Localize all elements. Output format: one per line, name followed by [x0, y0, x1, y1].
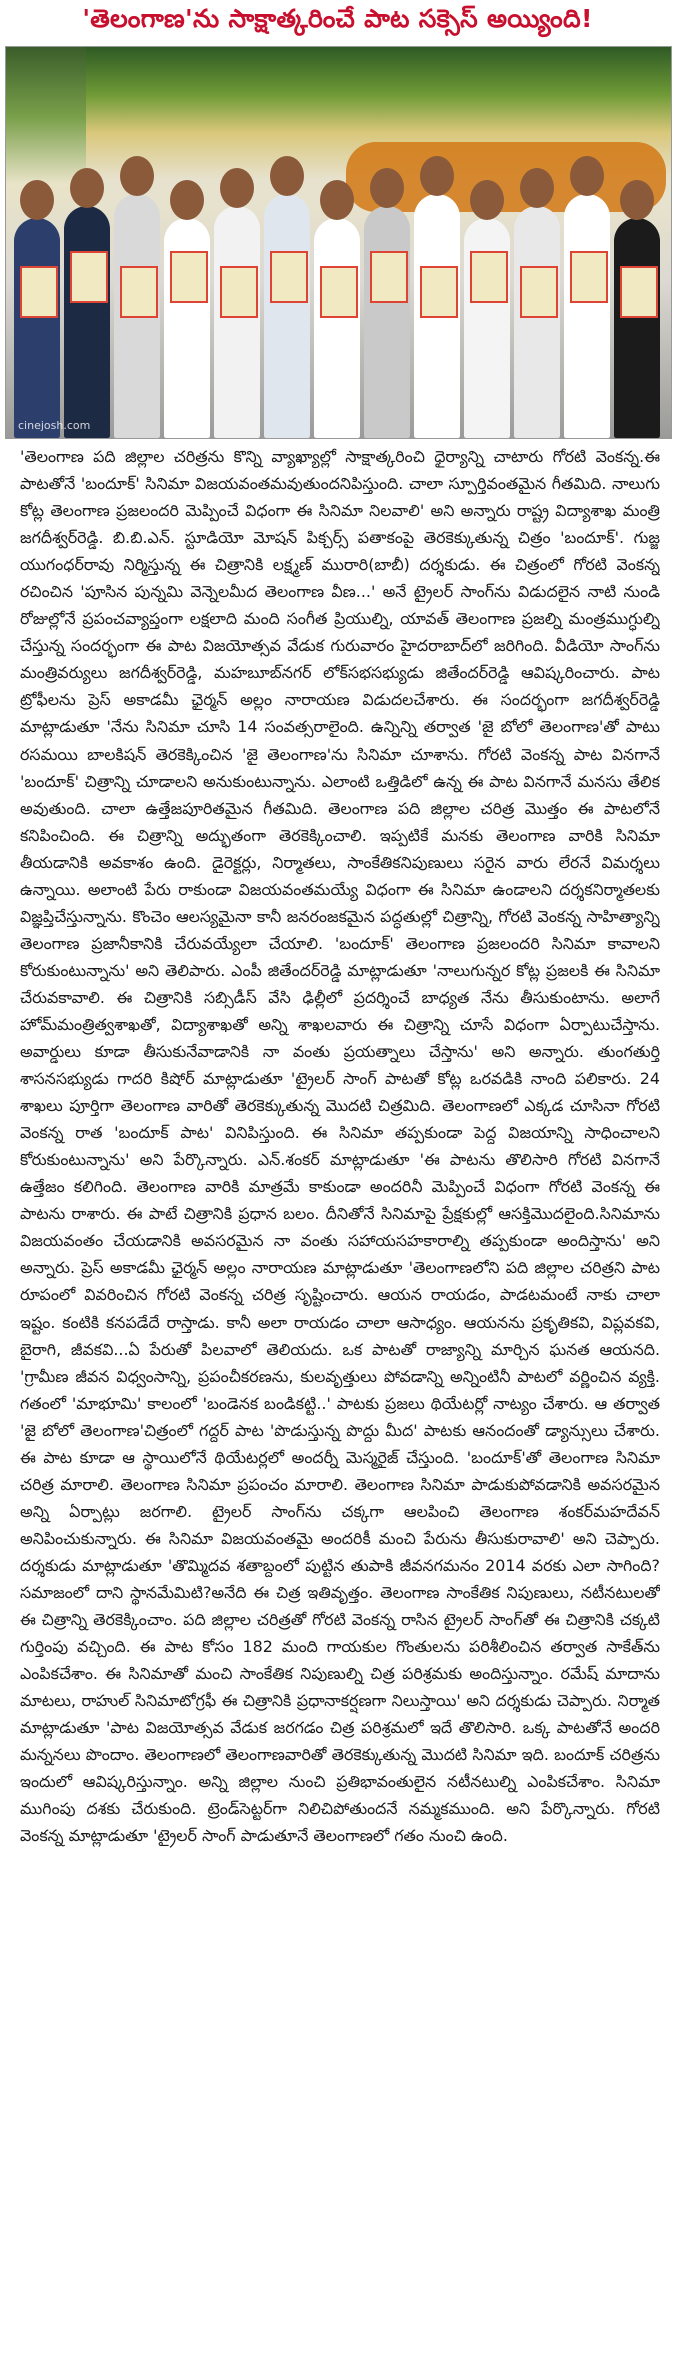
guest-figure — [314, 218, 360, 438]
guest-head — [270, 156, 304, 196]
guest-figure — [264, 194, 310, 438]
event-photo — [5, 46, 672, 439]
cd-poster — [620, 266, 658, 318]
guest-head — [220, 168, 254, 208]
cd-poster — [370, 251, 408, 303]
guest-figure — [514, 206, 560, 438]
cd-poster — [570, 251, 608, 303]
guest-head — [620, 180, 654, 220]
headline: 'తెలంగాణ'ను సాక్షాత్కరించే పాట సక్సెస్ అయ్యింది! — [82, 4, 593, 33]
guest-head — [170, 180, 204, 220]
guest-figure — [214, 206, 260, 438]
cd-poster — [220, 266, 258, 318]
cd-poster — [120, 266, 158, 318]
guest-head — [420, 156, 454, 196]
cd-poster — [420, 266, 458, 318]
guest-figure — [614, 218, 660, 438]
guest-figure — [14, 218, 60, 438]
cd-poster — [20, 266, 58, 318]
guest-head — [20, 180, 54, 220]
guest-figure — [364, 206, 410, 438]
article-body — [20, 443, 660, 2368]
cd-poster — [270, 251, 308, 303]
guest-figure — [64, 206, 110, 438]
cd-poster — [520, 266, 558, 318]
guest-head — [370, 168, 404, 208]
group-of-guests — [6, 148, 671, 438]
guest-head — [570, 156, 604, 196]
cd-poster — [70, 251, 108, 303]
guest-head — [70, 168, 104, 208]
cd-poster — [470, 251, 508, 303]
guest-head — [120, 156, 154, 196]
guest-head — [320, 180, 354, 220]
watermark-text: cinejosh.com — [18, 419, 91, 432]
cd-poster — [170, 251, 208, 303]
guest-figure — [564, 194, 610, 438]
guest-head — [520, 168, 554, 208]
guest-head — [470, 180, 504, 220]
cd-poster — [320, 266, 358, 318]
article-paragraph: 'తెలంగాణ పది జిల్లాల చరిత్రను కొన్ని వ్యాఖ్యాల్లో సాక్షాత్కరించి ధైర్యాన్ని చాటారు గోరటి వెంకన్న.ఈ పాటతోనే 'బందూక్' సినిమా విజయవంతమవుతుందనిపిస్తుంది. చాలా స్పూర్తివంతమైన గీతమిది. నాలుగు కోట్ల తెలంగాణ ప్రజలందరి మెప్పించే విధంగా ఈ సినిమా నిలవాలి' అని అన్నారు రాష్ట్ర విద్యాశాఖ మంత్రి జగదీశ్వర్‌రెడ్డి. బి.బి.ఎన్. స్టూడియో మోషన్ పిక్చర్స్ పతాకంపై తెరకెక్కుతున్న చిత్రం 'బందూక్'. గుజ్జ యుగంధర్‌రావు నిర్మిస్తున్న ఈ చిత్రానికి లక్ష్మణ్ మురారి(బాబీ) దర్శకుడు. ఈ చిత్రంలో గోరటి వెంకన్న రచించిన 'పూసిన పున్నమి వెన్నెలమీద తెలంగాణ వీణ...' అనే ట్రైలర్ సాంగ్‌ను విడుదలైన నాటి నుండి రోజుల్లోనే ప్రపంచవ్యాప్తంగా లక్షలాది మంది సంగీత ప్రియుల్ని, యావత్ తెలంగాణ ప్రజల్ని మంత్రముగ్ధుల్ని చేస్తున్న సందర్భంగా ఈ పాట విజయోత్సవ వేడుక గురువారం హైదరాబాద్‌లో జరిగింది. వీడియో సాంగ్‌ను మంత్రివర్యులు జగదీశ్వర్‌రెడ్డి, మహబూబ్‌నగర్ లోక్‌సభసభ్యుడు జితేందర్‌రెడ్డి ఆవిష్కరించారు. పాట ట్రోఫీలను ప్రెస్ అకాడమీ ఛైర్మన్ అల్లం నారాయణ విడుదలచేశారు. ఈ సందర్భంగా జగదీశ్వర్‌రెడ్డి మాట్లాడుతూ 'నేను సినిమా చూసి 14 సంవత్సరాలైంది. ఉన్నిన్ని తర్వాత 'జై బోలో తెలంగాణ'తో పాటు రసమయి బాలకిషన్ తెరకెక్కించిన 'జై తెలంగాణ'ను సినిమా చూశాను. గోరటి వెంకన్న పాట వినగానే 'బందూక్' చిత్రాన్ని చూడాలని అనుకుంటున్నాను. ఎలాంటి ఒత్తిడిలో ఉన్న ఈ పాట వినగానే మనసు తేలిక అవుతుంది. చాలా ఉత్తేజపూరితమైన గీతమిది. తెలంగాణ పది జిల్లాల చరిత్ర మొత్తం ఈ పాటలోనే కనిపించింది. ఈ చిత్రాన్ని అద్భుతంగా తెరకెక్కించాలి. ఇప్పటికే మనకు తెలంగాణ వారికి సినిమా తీయడానికి అవకాశం ఉంది. డైరెక్టర్లు, నిర్మాతలు, సాంకేతికనిపుణులు సరైన వారు లేరనే విమర్శలు ఉన్నాయి. అలాంటి పేరు రాకుండా విజయవంతమయ్యే విధంగా ఈ సినిమా ఉండాలని దర్శకనిర్మాతలకు విజ్ఞప్తిచేస్తున్నాను. కొంచెం ఆలస్యమైనా కానీ జనరంజకమైన పద్ధతుల్లో చిత్రాన్ని, గోరటి వెంకన్న సాహిత్యాన్ని తెలంగాణ ప్రజానీకానికి చేరువయ్యేలా చేయాలి. 'బందూక్' తెలంగాణ ప్రజలందరి సినిమా కావాలని కోరుకుంటున్నాను' అని తెలిపారు. ఎంపీ జితేందర్‌రెడ్డి మాట్లాడుతూ 'నాలుగున్నర కోట్ల ప్రజలకి ఈ సినిమా చేరువకావాలి. ఈ చిత్రానికి సబ్సిడీస్ వేసి ఢిల్లీలో ప్రదర్శించే బాధ్యత నేను తీసుకుంటాను. అలాగే హోమ్‌మంత్రిత్వశాఖతో, విద్యాశాఖతో అన్ని శాఖలవారు ఈ చిత్రాన్ని చూసే విధంగా ఏర్పాటుచేస్తాను. అవార్డులు కూడా తీసుకునేవాడానికి నా వంతు ప్రయత్నాలు చేస్తాను' అని అన్నారు. తుంగతుర్తి శాసనసభ్యుడు గాదరి కిషోర్ మాట్లాడుతూ 'ట్రైలర్ సాంగ్ పాటతో కోట్ల ఒరవడికి నాంది పలికారు. 24 శాఖలు పూర్తిగా తెలంగాణ వారితో తెరకెక్కుతున్న మొదటి చిత్రమిది. తెలంగాణలో ఎక్కడ చూసినా గోరటి వెంకన్న రాత 'బందూక్ పాట' వినిపిస్తుంది. ఈ సినిమా తప్పకుండా పెద్ద విజయాన్ని సాధించాలని కోరుకుంటున్నాను' అని పేర్కొన్నారు. ఎన్.శంకర్ మాట్లాడుతూ 'ఈ పాటను తొలిసారి గోరటి వినగానే ఉత్తేజం కలిగింది. తెలంగాణ వారికి మాత్రమే కాకుండా అందరినీ మెప్పించే విధంగా గోరటి వెంకన్న ఈ పాటను రాశారు. ఈ పాటే చిత్రానికి ప్రధాన బలం. దీనితోనే సినిమాపై ప్రేక్షకుల్లో ఆసక్తిమొదలైంది.సినిమాను విజయవంతం చేయడానికి అవసరమైన నా వంతు సహాయసహకారాల్ని తప్పకుండా అందిస్తాను' అని అన్నారు. ప్రెస్ అకాడమీ ఛైర్మన్ అల్లం నారాయణ మాట్లాడుతూ 'తెలంగాణలోని పది జిల్లాల చరిత్రని పాట రూపంలో వివరించిన గోరటి వెంకన్న చరిత్ర సృష్టించారు. ఆయన రాయడం, పాడటమంటే నాకు చాలా ఇష్టం. కంటికి కనపడేదే రాస్తాడు. కానీ అలా రాయడం చాలా ఆసాధ్యం. ఆయనను ప్రకృతికవి, విప్లవకవి, బైరాగి, జీవకవి...ఏ పేరుతో పిలవాలో తెలియదు. ఒక పాటతో రాజ్యాన్ని మార్చిన ఘనత ఆయనది. 'గ్రామీణ జీవన విధ్వంసాన్ని, ప్రపంచీకరణను, కులవృత్తులు పోవడాన్ని అన్నింటినీ పాటలో వర్ణించిన వ్యక్తి. గతంలో 'మాభూమి' కాలంలో 'బండెనక బండికట్టి..' పాటకు ప్రజలు థియేటర్లో నాట్యం చేశారు. ఆ తర్వాత 'జై బోలో తెలంగాణ'చిత్రంలో గద్దర్ పాట 'పొడుస్తున్న పొద్దు మీద' పాటకు ఆనందంతో డ్యాన్సులు చేశారు. ఈ పాట కూడా ఆ స్థాయిలోనే థియేటర్లలో అందర్నీ మెస్మరైజ్ చేస్తుంది. 'బందూక్'తో తెలంగాణ సినిమా చరిత్ర మారాలి. తెలంగాణ సినిమా ప్రపంచం మారాలి. తెలంగాణ సినిమా పాడుకుపోవడానికి అవసరమైన అన్ని ఏర్పాట్లు జరగాలి. ట్రైలర్ సాంగ్‌ను చక్కగా ఆలపించి తెలంగాణ శంకర్‌మహదేవన్ అనిపించుకున్నారు. ఈ సినిమా విజయవంతమై అందరికీ మంచి పేరును తీసుకురావాలి' అని చెప్పారు. దర్శకుడు మాట్లాడుతూ 'తొమ్మిదవ శతాబ్దంలో పుట్టిన తుపాకి జీవనగమనం 2014 వరకు ఎలా సాగింది? సమాజంలో దాని స్థానమేమిటి?అనేది ఈ చిత్ర ఇతివృత్తం. తెలంగాణ సాంకేతిక నిపుణులు, నటీనటులతో ఈ చిత్రాన్ని తెరకెక్కించాం. పది జిల్లాల చరిత్రతో గోరటి వెంకన్న రాసిన ట్రైలర్ సాంగ్‌తో ఈ చిత్రానికి చక్కటి గుర్తింపు వచ్చింది. ఈ పాట కోసం 182 మంది గాయకుల గొంతులను పరిశీలించిన తర్వాత సాకేత్‌ను ఎంపికచేశాం. ఈ సినిమాతో మంచి సాంకేతిక నిపుణుల్ని చిత్ర పరిశ్రమకు అందిస్తున్నాం. రమేష్ మాదాను మాటలు, రాహుల్ సినిమాటోగ్రఫీ ఈ చిత్రానికి ప్రధానాకర్షణగా నిలుస్తాయి' అని దర్శకుడు చెప్పారు. నిర్మాత మాట్లాడుతూ 'పాట విజయోత్సవ వేడుక జరగడం చిత్ర పరిశ్రమలో ఇదే తొలిసారి. ఒక్క పాటతోనే అందరి మన్ననలు పొందాం. తెలంగాణలో తెలంగాణవారితో తెరకెక్కుతున్న మొదటి సినిమా ఇది. బందూక్ చరిత్రను ఇందులో ఆవిష్కరిస్తున్నాం. అన్ని జిల్లాల నుంచి ప్రతిభావంతులైన నటీనటుల్ని ఎంపికచేశాం. సినిమా ముగింపు దశకు చేరుకుంది. ట్రెండ్‌సెట్టర్‌గా నిలిచిపోతుందనే నమ్మకముంది. అని పేర్కొన్నారు. గోరటి వెంకన్న మాట్లాడుతూ 'ట్రైలర్ సాంగ్ పాడుతూనే తెలంగాణలో గతం నుంచి ఉంది. — [20, 447, 660, 1846]
